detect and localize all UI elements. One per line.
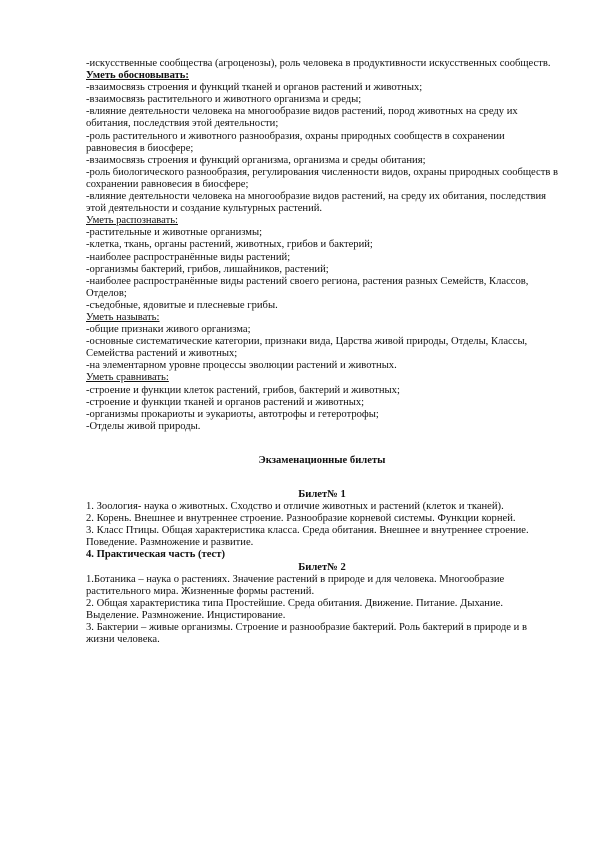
ticket-question: 3. Бактерии – живые организмы. Строение и разнообразие бактерий. Роль бактерий в природе и в жизни человека. — [86, 622, 527, 646]
spacer — [86, 467, 558, 489]
list-item: -наиболее распространённые виды растений своего региона, растения разных Семейств, Классов, Отделов; — [86, 275, 529, 299]
ticket-title: Билет№ 2 — [298, 561, 346, 573]
ticket-question: 2. Корень. Внешнее и внутреннее строение. Разнообразие корневой системы. Функции корней. — [86, 513, 516, 525]
list-item: -влияние деятельности человека на многообразие видов растений, пород животных на среду их обитания, последствия этой деятельности; — [86, 106, 518, 130]
spacer — [86, 433, 558, 455]
intro-block — [86, 58, 558, 70]
section-justify — [86, 70, 558, 215]
document-page — [86, 58, 558, 646]
list-item: -организмы прокариоты и эукариоты, автотрофы и гетеротрофы; — [86, 408, 379, 420]
section-recognize — [86, 215, 558, 312]
list-item: -общие признаки живого организма; — [86, 324, 251, 336]
list-item: -на элементарном уровне процессы эволюции растений и животных. — [86, 360, 397, 372]
section-compare — [86, 372, 558, 432]
list-item: -съедобные, ядовитые и плесневые грибы. — [86, 299, 278, 311]
list-item: -строение и функции тканей и органов растений и животных; — [86, 396, 365, 408]
list-item: -взаимосвязь растительного и животного организма и среды; — [86, 94, 362, 106]
list-item: -организмы бактерий, грибов, лишайников, растений; — [86, 263, 329, 275]
section-heading: Уметь распознавать: — [86, 215, 179, 227]
list-item: -растительные и животные организмы; — [86, 227, 263, 239]
list-item: -влияние деятельности человека на многообразие видов растений, на среду их обитания, последствия этой деятельности и создание культурных растений. — [86, 191, 547, 215]
ticket-question: 1.Ботаника – наука о растениях. Значение растений в природе и для человека. Многообразие растительного мира. Жизненные формы растений. — [86, 573, 505, 597]
list-item: -взаимосвязь строения и функций тканей и органов растений и животных; — [86, 82, 423, 94]
section-name — [86, 312, 558, 372]
section-heading: Уметь называть: — [86, 311, 160, 323]
list-item: -наиболее распространённые виды растений; — [86, 251, 291, 263]
ticket-question: 1. Зоология- наука о животных. Сходство и отличие животных и растений (клеток и тканей). — [86, 501, 504, 513]
list-item: -основные систематические категории, признаки вида, Царства живой природы, Отделы, Классы, Семейства растений и животных; — [86, 336, 528, 360]
ticket-title: Билет№ 1 — [298, 489, 346, 500]
ticket-2 — [86, 562, 558, 647]
list-item: -Отделы живой природы. — [86, 420, 201, 432]
ticket-1 — [86, 489, 558, 562]
intro-line: -искусственные сообщества (агроценозы), роль человека в продуктивности искусственных сообществ. — [86, 58, 551, 69]
list-item: -строение и функции клеток растений, грибов, бактерий и животных; — [86, 384, 400, 396]
list-item: -клетка, ткань, органы растений, животных, грибов и бактерий; — [86, 239, 373, 251]
list-item: -роль биологического разнообразия, регулирования численности видов, охраны природных сообществ в сохранении равновесия в биосфере; — [86, 166, 558, 190]
exam-title: Экзаменационные билеты — [258, 454, 386, 466]
ticket-question: 2. Общая характеристика типа Простейшие. Среда обитания. Движение. Питание. Дыхание. Выделение. Размножение. Инцистирование. — [86, 597, 503, 621]
section-heading: Уметь обосновывать: — [86, 70, 189, 82]
ticket-question: 3. Класс Птицы. Общая характеристика класса. Среда обитания. Внешнее и внутреннее строение. Поведение. Размножение и развитие. — [86, 525, 529, 549]
list-item: -роль растительного и животного разнообразия, охраны природных сообществ в сохранении равновесия в биосфере; — [86, 130, 505, 154]
list-item: -взаимосвязь строения и функций организма, организма и среды обитания; — [86, 154, 426, 166]
section-heading: Уметь сравнивать: — [86, 372, 169, 384]
ticket-question: 4. Практическая часть (тест) — [86, 549, 225, 561]
